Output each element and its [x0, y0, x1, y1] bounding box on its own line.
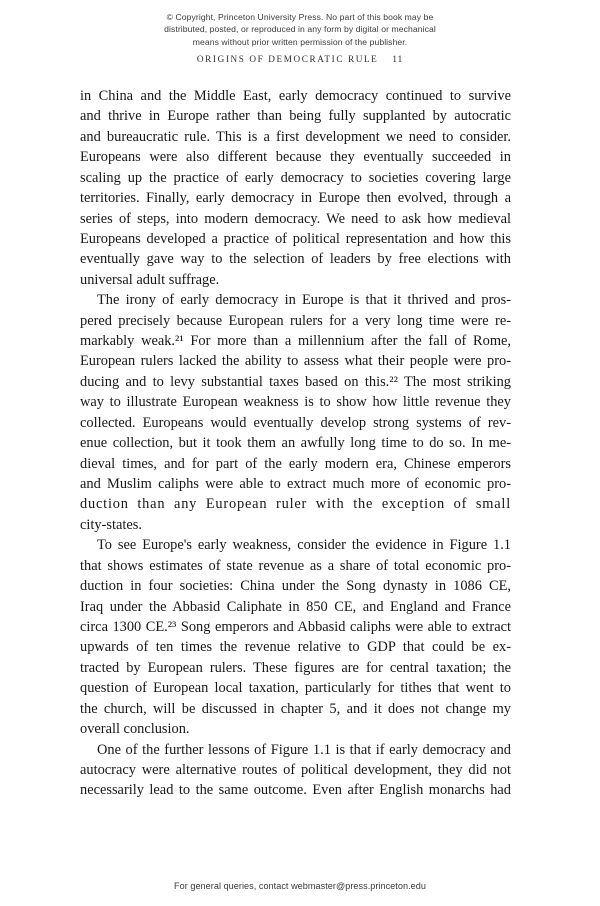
copyright-line-2: distributed, posted, or reproduced in any form by digital or mechanical: [164, 24, 436, 35]
paragraph-irony-of-early-democracy: [80, 290, 511, 535]
running-head: [0, 54, 600, 65]
text-line: series of steps, into modern democracy. We need to ask how medieval: [80, 210, 511, 227]
text-line: way to illustrate European weakness is to show how little revenue they: [80, 394, 511, 411]
text-line: duction in four societies: China under the Song dynasty in 1086 CE,: [80, 578, 511, 595]
text-line: tracted by European rulers. These figures are for central taxation; the: [80, 659, 511, 676]
text-line: duction than any European ruler with the exception of small: [80, 496, 511, 513]
text-line: enue collection, but it took them an awfully long time to do so. In me-: [80, 435, 511, 452]
text-line: collected. Europeans would eventually develop strong systems of rev-: [80, 414, 511, 431]
text-line: ducing and to levy substantial taxes based on this.²² The most striking: [80, 373, 511, 390]
text-line: the church, will be discussed in chapter 5, and it does not change my: [80, 700, 511, 717]
text-line: that shows estimates of state revenue as a share of total economic pro-: [80, 557, 511, 574]
text-line: universal adult suffrage.: [80, 271, 220, 288]
text-line: The irony of early democracy in Europe is that it thrived and pros-: [97, 292, 511, 309]
text-line: To see Europe's early weakness, consider the evidence in Figure 1.1: [97, 537, 511, 554]
text-line: One of the further lessons of Figure 1.1 is that if early democracy and: [97, 741, 511, 758]
text-line: markably weak.²¹ For more than a millennium after the fall of Rome,: [80, 333, 511, 350]
text-line: upwards of ten times the revenue relative to GDP that could be ex-: [80, 639, 511, 656]
text-line: city-states.: [80, 516, 142, 533]
copyright-line-1: © Copyright, Princeton University Press. No part of this book may be: [166, 12, 434, 22]
text-line: dieval times, and for part of the early modern era, Chinese emperors: [80, 455, 511, 472]
copyright-line-3: means without prior written permission of the publisher.: [192, 36, 408, 47]
paragraph-further-lessons: [80, 740, 511, 801]
text-line: pered precisely because European rulers for a very long time were re-: [80, 312, 511, 329]
text-line: Europeans developed a practice of political representation and how this: [80, 230, 511, 247]
text-line: overall conclusion.: [80, 721, 190, 738]
text-line: in China and the Middle East, early democracy continued to survive: [80, 88, 511, 104]
text-line: and thrive in Europe rather than being fully supplanted by autocratic: [80, 108, 511, 125]
text-line: scaling up the practice of early democracy to societies covering large: [80, 169, 511, 186]
text-line: circa 1300 CE.²³ Song emperors and Abbasid caliphs were able to extract: [80, 618, 511, 635]
text-line: Iraq under the Abbasid Caliphate in 850 CE, and England and France: [80, 598, 511, 615]
running-head-title: ORIGINS OF DEMOCRATIC RULE: [196, 54, 379, 64]
text-line: European rulers lacked the ability to assess what their people were pro-: [80, 353, 511, 370]
text-line: and bureaucratic rule. This is a first development we need to consider.: [80, 128, 511, 145]
copyright-notice: [0, 11, 600, 48]
paragraph-continued: [80, 86, 511, 290]
text-line: autocracy were alternative routes of political development, they did not: [80, 761, 511, 778]
paragraph-figure-evidence: [80, 535, 511, 739]
footer-queries-note: For general queries, contact webmaster@press.princeton.edu: [174, 881, 426, 891]
text-line: territories. Finally, early democracy in Europe then evolved, through a: [80, 190, 511, 207]
text-line: eventually gave way to the selection of leaders by free elections with: [80, 251, 511, 268]
text-line: necessarily lead to the same outcome. Even after English monarchs had: [80, 782, 511, 799]
body-text-block: [80, 86, 511, 801]
text-line: Europeans were also different because they eventually succeeded in: [80, 149, 511, 166]
text-line: and Muslim caliphs were able to extract much more of economic pro-: [80, 476, 511, 493]
page-number: 11: [392, 54, 404, 65]
text-line: question of European local taxation, particularly for tithes that went to: [80, 680, 511, 697]
